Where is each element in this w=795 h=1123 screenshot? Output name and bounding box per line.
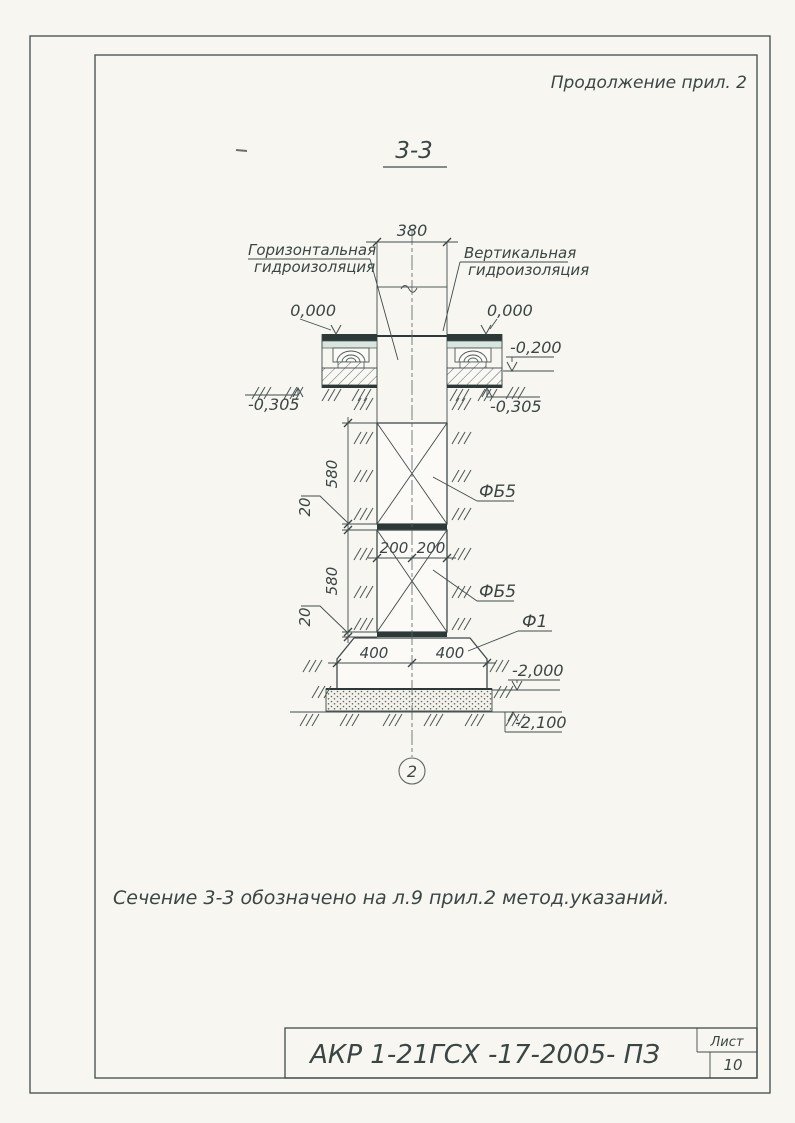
svg-text:Горизонтальная: Горизонтальная (248, 241, 377, 259)
svg-text:0,000: 0,000 (487, 301, 533, 320)
svg-text:ФБ5: ФБ5 (479, 482, 517, 502)
elevation-minus-2100 (505, 712, 567, 732)
svg-text:0,000: 0,000 (290, 301, 336, 320)
scan-artifact (236, 150, 247, 151)
svg-text:-0,200: -0,200 (510, 338, 562, 357)
svg-text:20: 20 (296, 607, 314, 627)
elevation-minus-0305-right (482, 388, 542, 416)
floor-assembly-right (447, 334, 502, 388)
svg-text:580: 580 (323, 566, 341, 596)
axis-bubble (399, 758, 425, 784)
svg-text:гидроизоляция: гидроизоляция (254, 258, 376, 276)
svg-text:-2,000: -2,000 (512, 661, 564, 680)
elevation-zero-left (290, 301, 341, 334)
svg-text:Ф1: Ф1 (522, 612, 548, 632)
svg-text:-2,100: -2,100 (515, 713, 567, 732)
svg-text:Вертикальная: Вертикальная (464, 244, 577, 262)
section-title (383, 138, 447, 167)
svg-text:380: 380 (396, 221, 428, 240)
svg-text:400: 400 (435, 644, 465, 662)
elevation-minus-2000 (492, 661, 564, 690)
axis-number: 2 (406, 762, 418, 781)
title-block (285, 1028, 757, 1078)
dim-wall-width (366, 221, 458, 287)
floor-assembly-left (322, 334, 377, 388)
svg-text:-0,305: -0,305 (248, 395, 300, 414)
svg-text:200: 200 (379, 539, 409, 557)
elevation-zero-right (481, 301, 533, 334)
dim-chain-left (296, 417, 377, 643)
elevation-minus-0200 (503, 338, 562, 371)
svg-text:-0,305: -0,305 (490, 397, 542, 416)
callout-footing (468, 612, 552, 651)
header-note: Продолжение прил. 2 (550, 73, 747, 93)
bedding-layer (326, 689, 492, 711)
svg-text:200: 200 (416, 539, 446, 557)
document-code: АКР 1-21ГСХ -17-2005- ПЗ (310, 1040, 660, 1070)
bottom-note: Сечение 3-3 обозначено на л.9 прил.2 метод.указаний. (113, 887, 670, 909)
svg-text:3-3: 3-3 (395, 138, 433, 164)
svg-text:ФБ5: ФБ5 (479, 582, 517, 602)
svg-text:20: 20 (296, 497, 314, 517)
sheet-number: 10 (723, 1056, 743, 1074)
svg-text:гидроизоляция: гидроизоляция (468, 261, 590, 279)
svg-text:580: 580 (323, 459, 341, 489)
sheet-label: Лист (710, 1035, 744, 1050)
svg-text:400: 400 (359, 644, 389, 662)
